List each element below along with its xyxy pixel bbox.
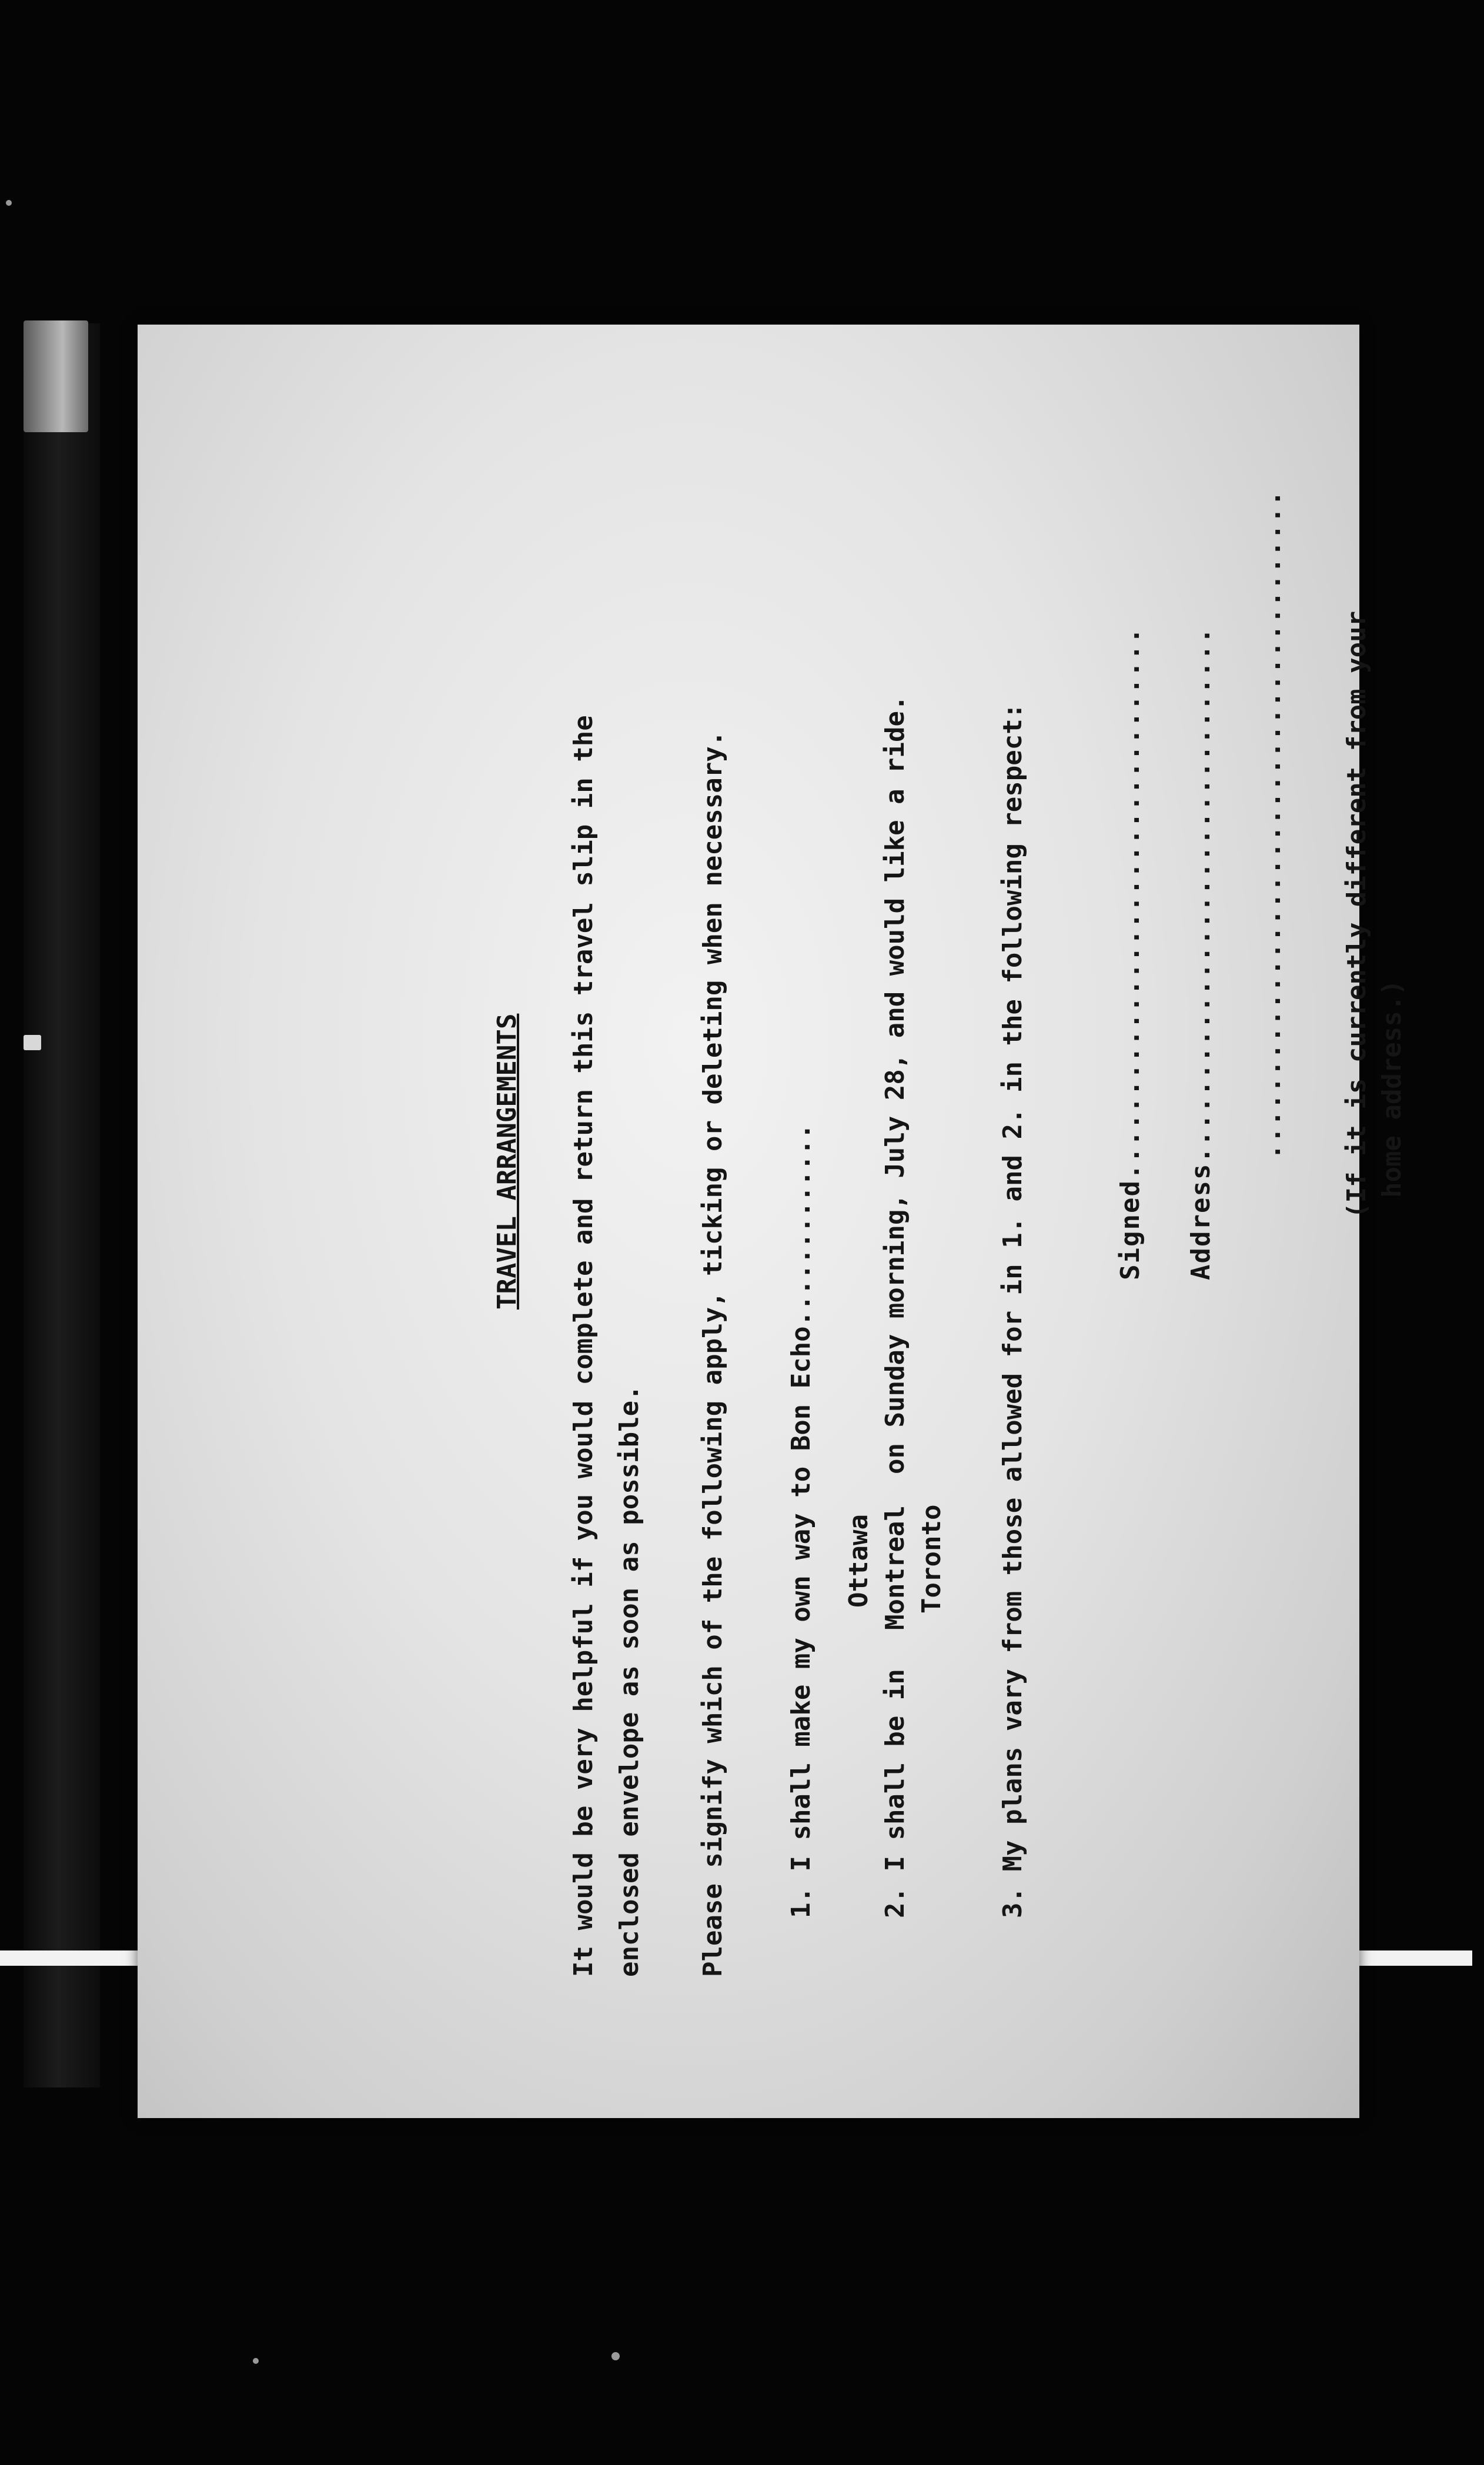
address-line: Address................................ bbox=[1186, 626, 1216, 1280]
item-2-city-montreal: Montreal bbox=[880, 1505, 910, 1630]
film-speck bbox=[6, 200, 12, 206]
address-note-line-1: (If it is currently different from your bbox=[1342, 610, 1372, 1218]
address-line-2: ........................................ bbox=[1256, 489, 1286, 1160]
item-1-own-way: 1. I shall make my own way to Bon Echo............. bbox=[786, 1123, 816, 1918]
item-2-suffix: on Sunday morning, July 28, and would like a ride. bbox=[880, 695, 910, 1474]
intro-line-2: enclosed envelope as soon as possible. bbox=[614, 1385, 644, 1977]
address-note-line-2: home address.) bbox=[1377, 980, 1407, 1198]
rotated-document-text bbox=[484, 489, 1484, 1977]
film-speck bbox=[253, 2358, 259, 2364]
item-3-plans-vary: 3. My plans vary from those allowed for in 1. and 2. in the following respect: bbox=[998, 703, 1028, 1918]
frame-divider-left bbox=[0, 1950, 141, 1966]
film-sprocket-mark bbox=[24, 320, 88, 432]
signed-line: Signed................................. bbox=[1115, 626, 1145, 1280]
document-title: TRAVEL ARRANGEMENTS bbox=[492, 1013, 522, 1310]
document-page bbox=[138, 325, 1407, 2118]
item-2-prefix: 2. I shall be in bbox=[880, 1669, 910, 1918]
item-2-city-ottawa: Ottawa bbox=[844, 1514, 874, 1608]
item-2-city-toronto: Toronto bbox=[917, 1504, 947, 1614]
intro-line-1: It would be very helpful if you would complete and return this travel slip in the bbox=[569, 715, 599, 1977]
film-marker bbox=[24, 1035, 41, 1050]
instruction-line: Please signify which of the following apply, ticking or deleting when necessary. bbox=[698, 730, 728, 1977]
film-edge-left bbox=[24, 323, 100, 2087]
film-speck bbox=[611, 2352, 620, 2360]
